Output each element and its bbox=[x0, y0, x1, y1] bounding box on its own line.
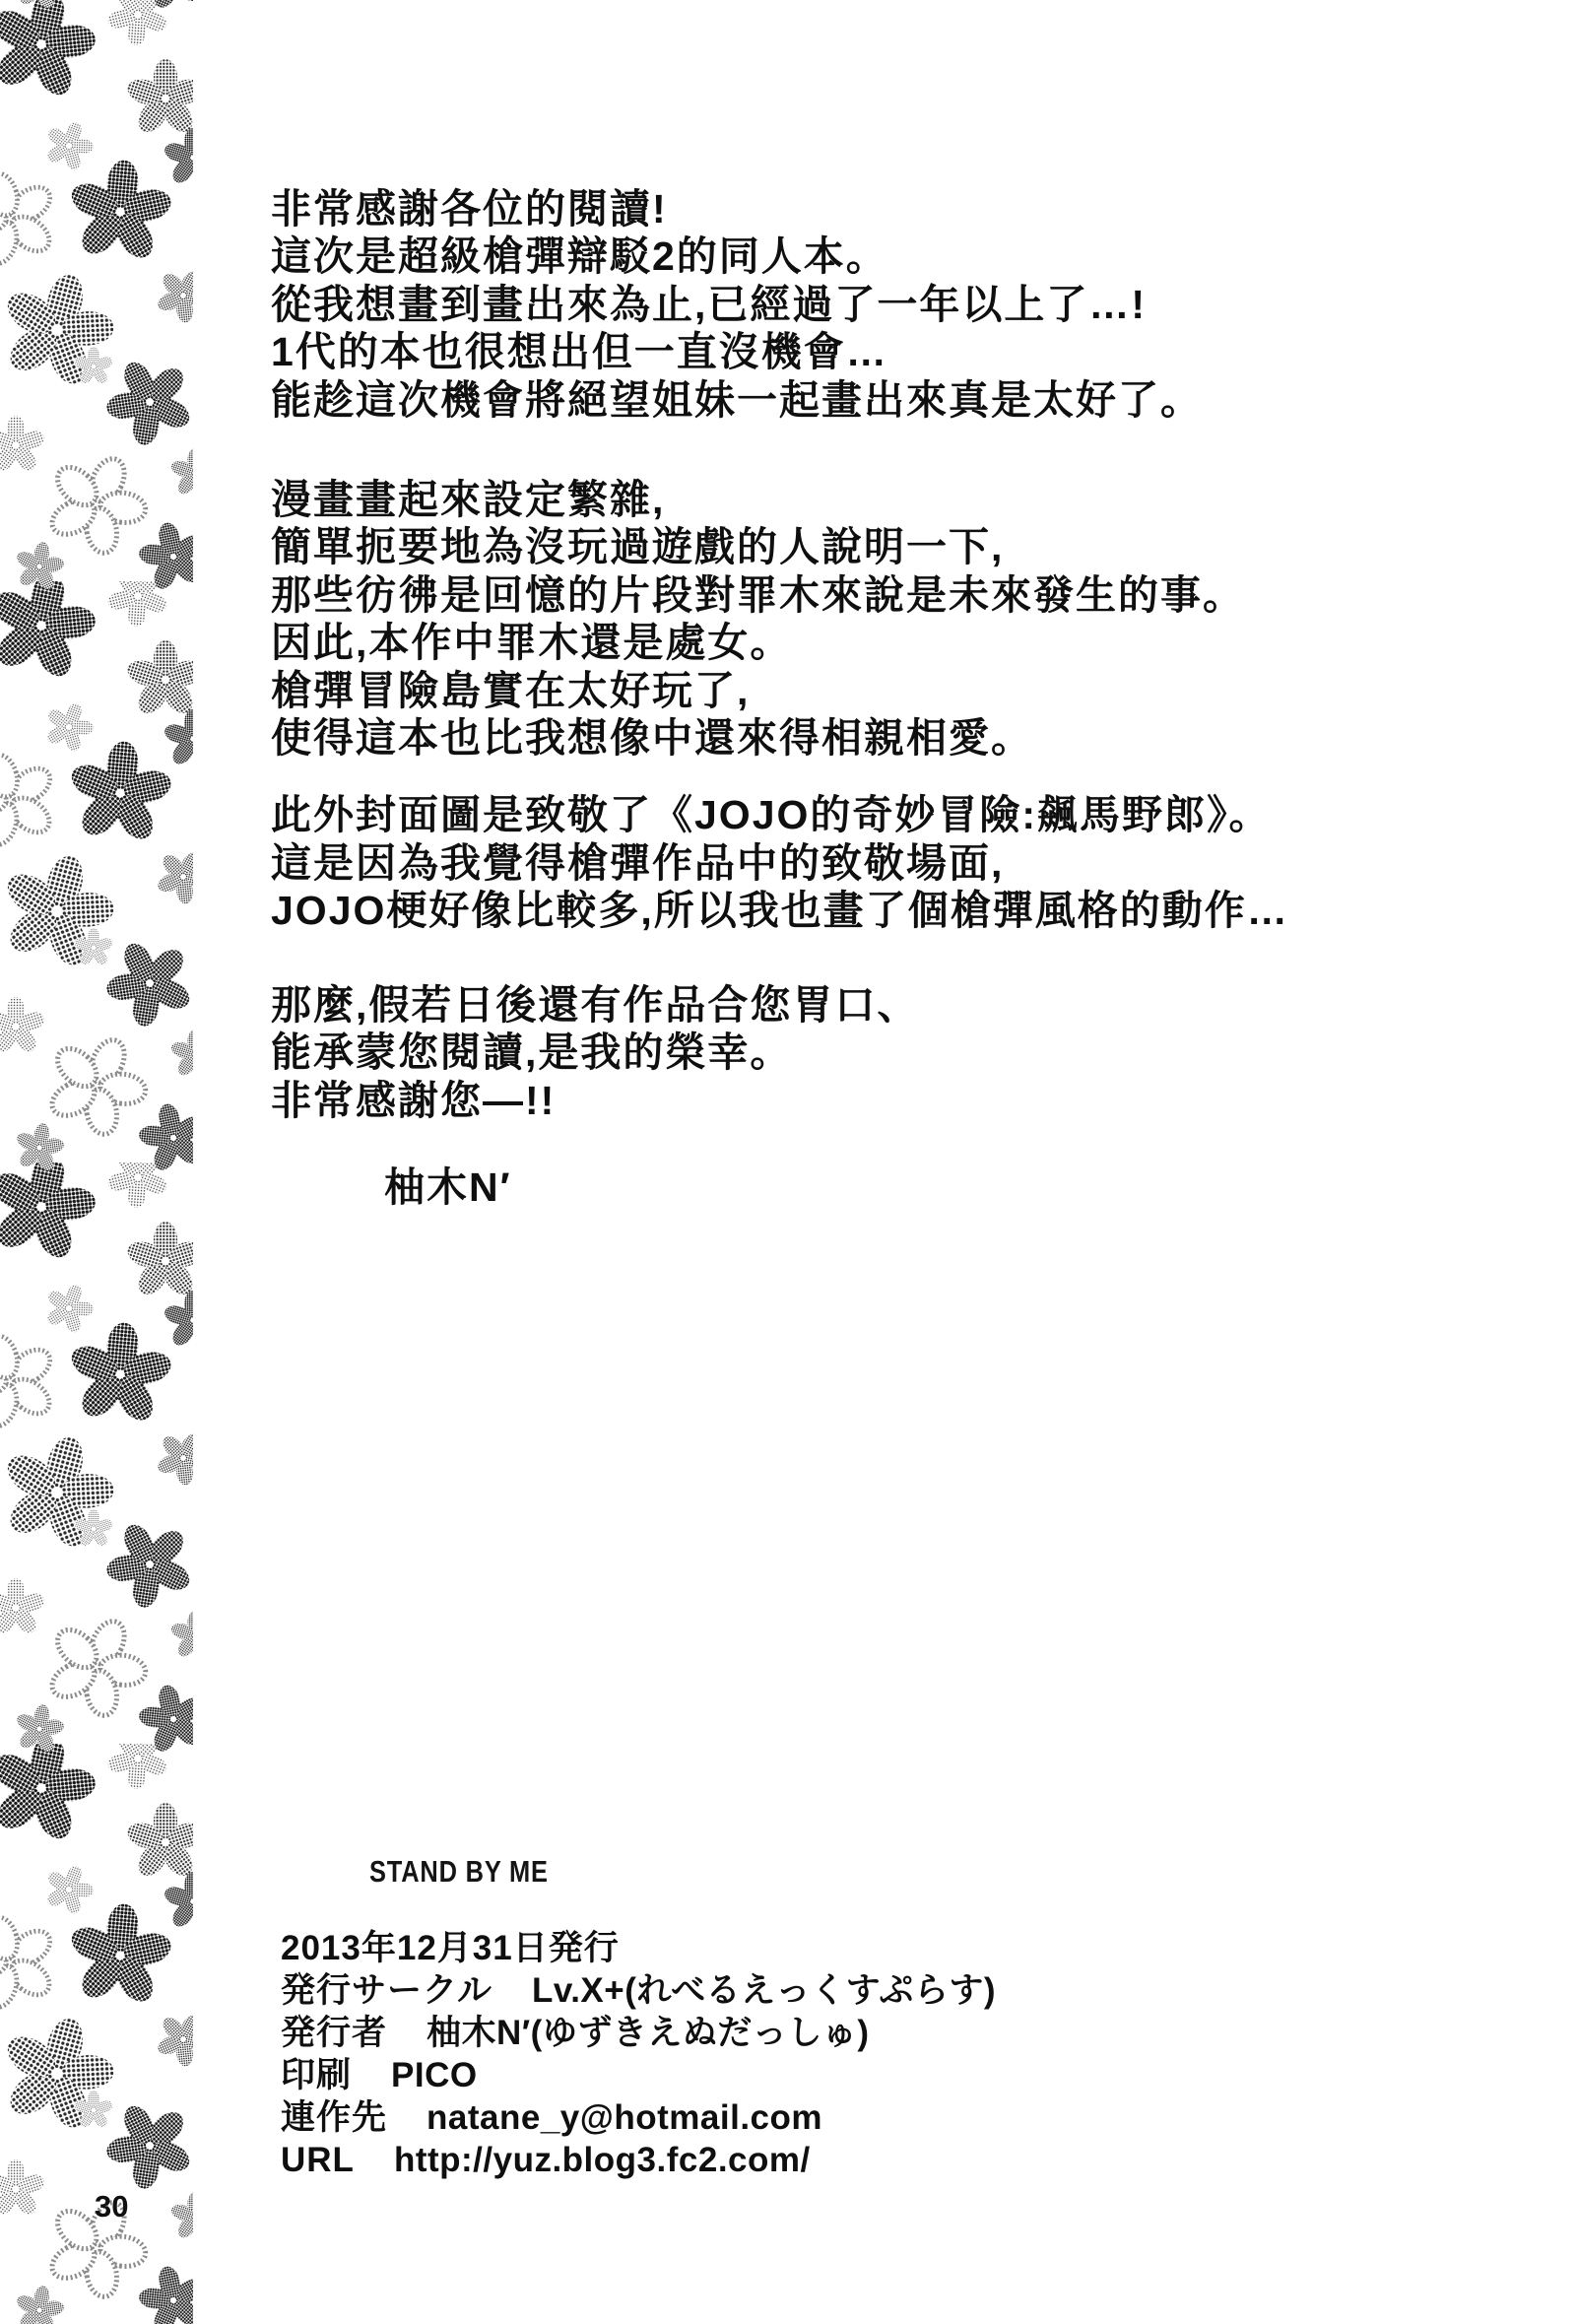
book-title: STAND BY ME bbox=[369, 1854, 549, 1889]
afterword-line: 此外封面圖是致敬了《JOJO的奇妙冒險:飆馬野郎》。 bbox=[271, 792, 1272, 838]
afterword-line: 這是因為我覺得槍彈作品中的致敬場面, bbox=[271, 839, 1005, 886]
afterword-line: 因此,本作中罪木還是處女。 bbox=[271, 620, 793, 666]
afterword-line: 使得這本也比我想像中還來得相親相愛。 bbox=[271, 715, 1033, 762]
afterword-line: 非常感謝您—!! bbox=[271, 1077, 557, 1123]
colophon-label: 印刷 bbox=[281, 2056, 353, 2094]
floral-pattern-strip bbox=[0, 0, 193, 2324]
afterword-line: 能趁這次機會將絕望姐妹一起畫出來真是太好了。 bbox=[271, 376, 1203, 423]
colophon-value: Lv.X+(れべるえっくすぷらす) bbox=[531, 1971, 997, 2010]
afterword-line: 非常感謝各位的閱讀! bbox=[271, 186, 668, 232]
afterword-line: 那麼,假若日後還有作品合您胃口、 bbox=[271, 981, 920, 1028]
afterword-line: 槍彈冒險島實在太好玩了, bbox=[271, 667, 751, 713]
afterword-line: 1代的本也很想出但一直沒機會… bbox=[271, 329, 888, 375]
colophon-row-url bbox=[281, 2139, 996, 2181]
afterword-text bbox=[271, 185, 1512, 1211]
colophon-url: http://yuz.blog3.fc2.com/ bbox=[393, 2141, 811, 2179]
colophon-label: 発行サークル bbox=[281, 1971, 492, 2010]
colophon-row-printer bbox=[281, 2054, 996, 2096]
afterword-line: 簡單扼要地為沒玩過遊戲的人說明一下, bbox=[271, 524, 1005, 570]
colophon bbox=[281, 1927, 996, 2181]
afterword-line: 能承蒙您閱讀,是我的榮幸。 bbox=[271, 1029, 793, 1076]
afterword-line: 那些彷彿是回憶的片段對罪木來說是未來發生的事。 bbox=[271, 571, 1245, 618]
author-signature: 柚木N′ bbox=[384, 1163, 512, 1210]
page-number: 30 bbox=[95, 2189, 129, 2224]
colophon-label: 連作先 bbox=[281, 2098, 388, 2137]
colophon-label: URL bbox=[281, 2141, 355, 2179]
colophon-date bbox=[281, 1927, 996, 1969]
colophon-date-text: 2013年12月31日発行 bbox=[281, 1929, 620, 1967]
afterword-line: JOJO梗好像比較多,所以我也畫了個槍彈風格的動作… bbox=[271, 888, 1289, 934]
afterword-line: 這次是超級槍彈辯駁2的同人本。 bbox=[271, 233, 888, 280]
colophon-row-contact bbox=[281, 2096, 996, 2139]
afterword-line: 漫畫畫起來設定繁雜, bbox=[271, 477, 666, 523]
colophon-row-publisher bbox=[281, 2012, 996, 2054]
colophon-value: PICO bbox=[391, 2056, 478, 2094]
colophon-contact-email: natane_y@hotmail.com bbox=[427, 2098, 823, 2137]
colophon-value: 柚木N′(ゆずきえぬだっしゅ) bbox=[427, 2014, 870, 2052]
colophon-label: 発行者 bbox=[281, 2014, 388, 2052]
afterword-line: 從我想畫到畫出來為止,已經過了一年以上了…! bbox=[271, 281, 1148, 327]
colophon-row-circle bbox=[281, 1969, 996, 2012]
floral-pattern-fill bbox=[0, 0, 193, 2324]
